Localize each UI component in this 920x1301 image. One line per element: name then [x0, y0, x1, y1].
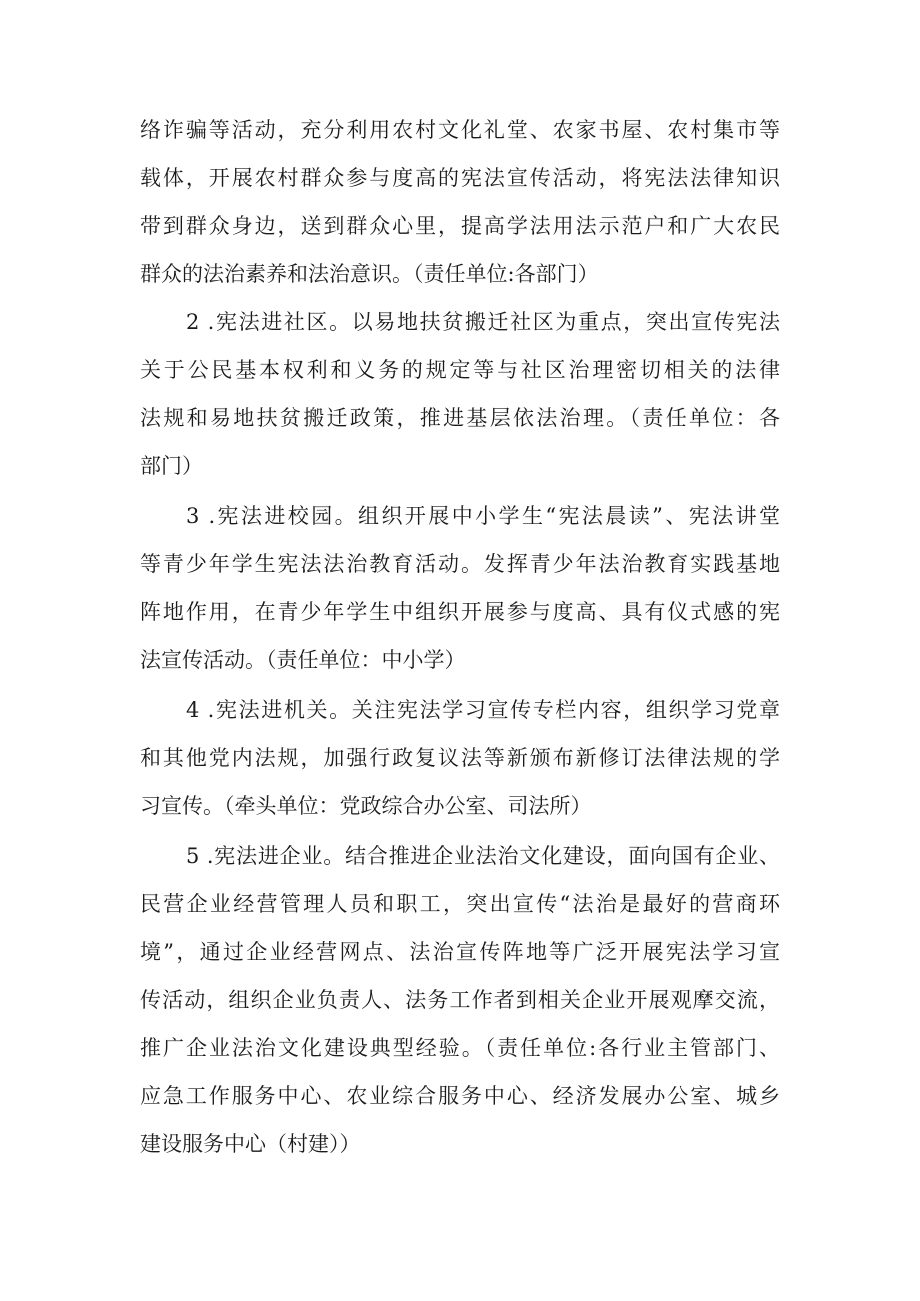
paragraph-3-line-4: 法宣传活动。（责任单位：中小学） — [140, 648, 466, 672]
paragraph-4-line-2: 和其他党内法规，加强行政复议法等新颁布新修订法律法规的学 — [140, 746, 780, 770]
paragraph-5-line-4: 传活动，组织企业负责人、法务工作者到相关企业开展观摩交流， — [140, 988, 780, 1012]
paragraph-2-line-1: 2 .宪法进社区。以易地扶贫搬迁社区为重点，突出宣传宪法 — [186, 310, 780, 334]
paragraph-1-line-3: 带到群众身边，送到群众心里，提高学法用法示范户和广大农民 — [140, 214, 780, 238]
paragraph-4-line-3: 习宣传。（牵头单位：党政综合办公室、司法所） — [140, 794, 592, 818]
paragraph-2-line-2: 关于公民基本权利和义务的规定等与社区治理密切相关的法律 — [140, 358, 780, 382]
paragraph-5-line-1: 5 .宪法进企业。结合推进企业法治文化建设，面向国有企业、 — [186, 844, 780, 868]
paragraph-3-line-3: 阵地作用，在青少年学生中组织开展参与度高、具有仪式感的宪 — [140, 600, 780, 624]
paragraph-1-line-1: 络诈骗等活动，充分利用农村文化礼堂、农家书屋、农村集市等 — [140, 118, 780, 142]
paragraph-5-line-7: 建设服务中心（村建）） — [140, 1132, 361, 1156]
paragraph-5-line-3: 境”，通过企业经营网点、法治宣传阵地等广泛开展宪法学习宣 — [140, 940, 780, 964]
paragraph-4-line-1: 4 .宪法进机关。关注宪法学习宣传专栏内容，组织学习党章 — [186, 698, 780, 722]
paragraph-5-line-6: 应急工作服务中心、农业综合服务中心、经济发展办公室、城乡 — [140, 1084, 780, 1108]
paragraph-3-line-2: 等青少年学生宪法法治教育活动。发挥青少年法治教育实践基地 — [140, 552, 780, 576]
paragraph-5-line-2: 民营企业经营管理人员和职工，突出宣传“法治是最好的营商环 — [140, 892, 780, 916]
paragraph-3-line-1: 3 .宪法进校园。组织开展中小学生“宪法晨读”、宪法讲堂 — [186, 504, 780, 528]
paragraph-1-line-2: 载体，开展农村群众参与度高的宪法宣传活动，将宪法法律知识 — [140, 166, 780, 190]
paragraph-2-line-4: 部门） — [140, 454, 203, 478]
paragraph-5-line-5: 推广企业法治文化建设典型经验。（责任单位:各行业主管部门、 — [140, 1036, 780, 1060]
paragraph-1-line-4: 群众的法治素养和法治意识。（责任单位:各部门） — [140, 262, 599, 286]
paragraph-2-line-3: 法规和易地扶贫搬迁政策，推进基层依法治理。（责任单位：各 — [140, 406, 780, 430]
